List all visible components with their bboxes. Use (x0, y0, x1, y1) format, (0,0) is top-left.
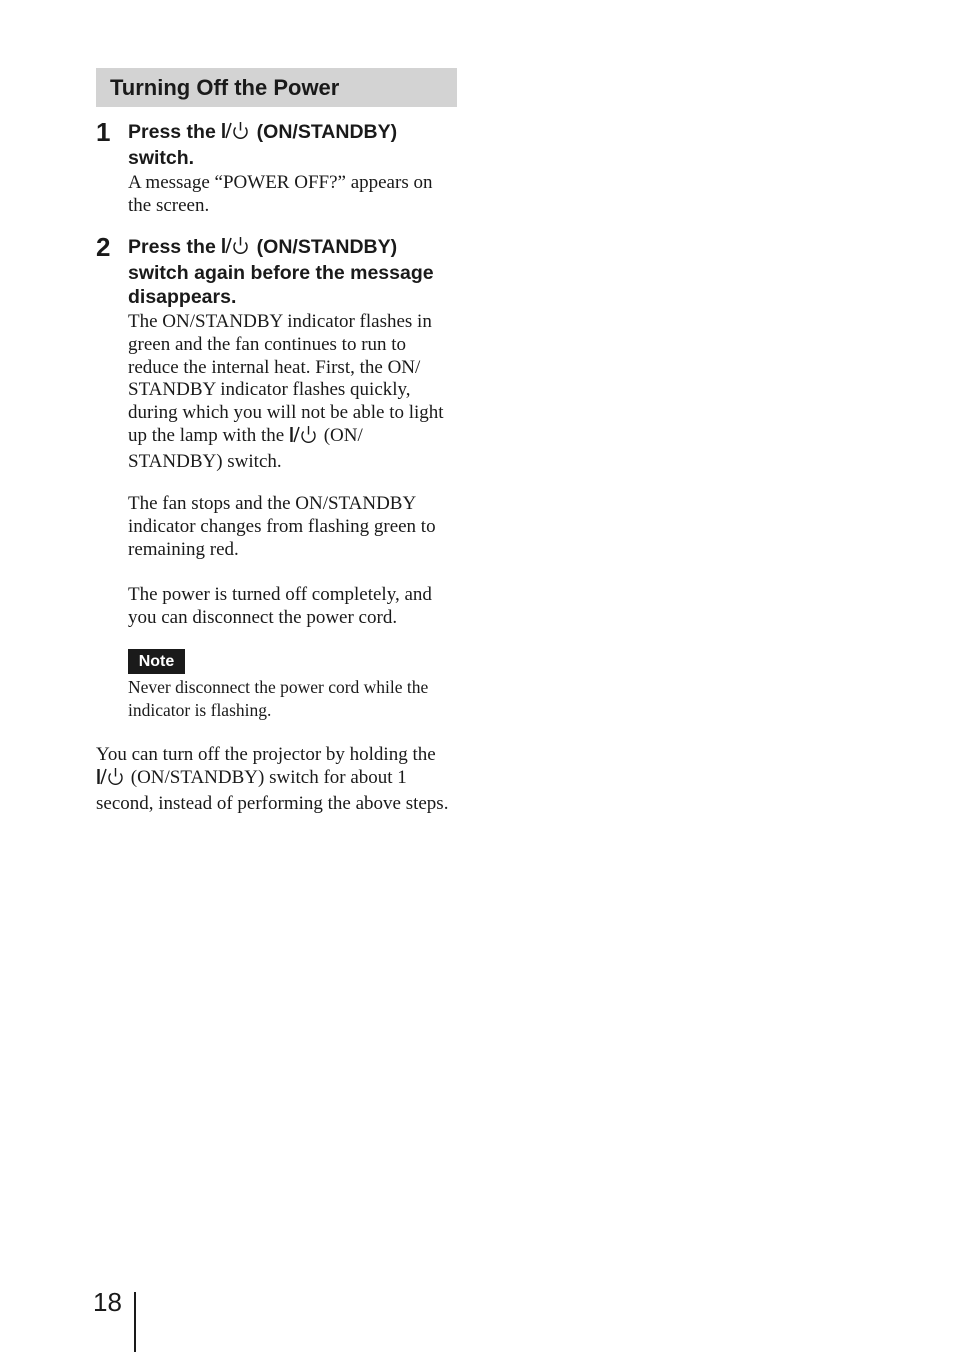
power-symbol-icon (221, 236, 251, 261)
closing-end: (ON/STANDBY) switch for about 1 second, instead of performing the above steps. (96, 766, 449, 814)
step-2-paragraph-1-start: The ON/STANDBY indicator flashes in green and the fan continues to run to reduce the internal heat. First, the ON/ STANDBY indicator flashes quickly, during which you will not be able to light up the lamp with the (128, 311, 444, 446)
power-symbol-icon (289, 425, 319, 451)
step-2-paragraph-1 (128, 311, 458, 474)
closing-paragraph (96, 744, 458, 815)
step-2-heading (128, 235, 458, 309)
step-2-number: 2 (96, 232, 111, 262)
step-1-body (128, 172, 458, 218)
step-1-paragraph: A message “POWER OFF?” appears on the screen. (128, 172, 433, 216)
step-1-heading-end: (ON/STANDBY) switch. (128, 121, 398, 169)
note-text: Never disconnect the power cord while the indicator is flashing. (128, 677, 429, 720)
page-number: 18 (93, 1287, 122, 1317)
step-2-body (128, 311, 458, 474)
power-symbol-icon (96, 767, 126, 793)
step-2-heading-end: (ON/STANDBY) switch again before the message disappears. (128, 236, 434, 308)
closing-start: You can turn off the projector by holding the (96, 744, 436, 765)
step-1-number: 1 (96, 117, 111, 147)
step-1-heading (128, 120, 458, 170)
step-2-paragraph-1-end: (ON/ STANDBY) switch. (128, 424, 363, 472)
section-title: Turning Off the Power (96, 68, 457, 107)
note-label: Note (128, 649, 185, 674)
step-1-heading-start: Press the (128, 121, 216, 143)
page-number-divider (134, 1292, 136, 1352)
power-symbol-icon (221, 121, 251, 146)
step-2-paragraph-2: The fan stops and the ON/STANDBY indicator changes from flashing green to remaining red. (128, 493, 436, 560)
step-2-heading-start: Press the (128, 236, 216, 258)
step-2-paragraph-3: The power is turned off completely, and you can disconnect the power cord. (128, 584, 432, 628)
